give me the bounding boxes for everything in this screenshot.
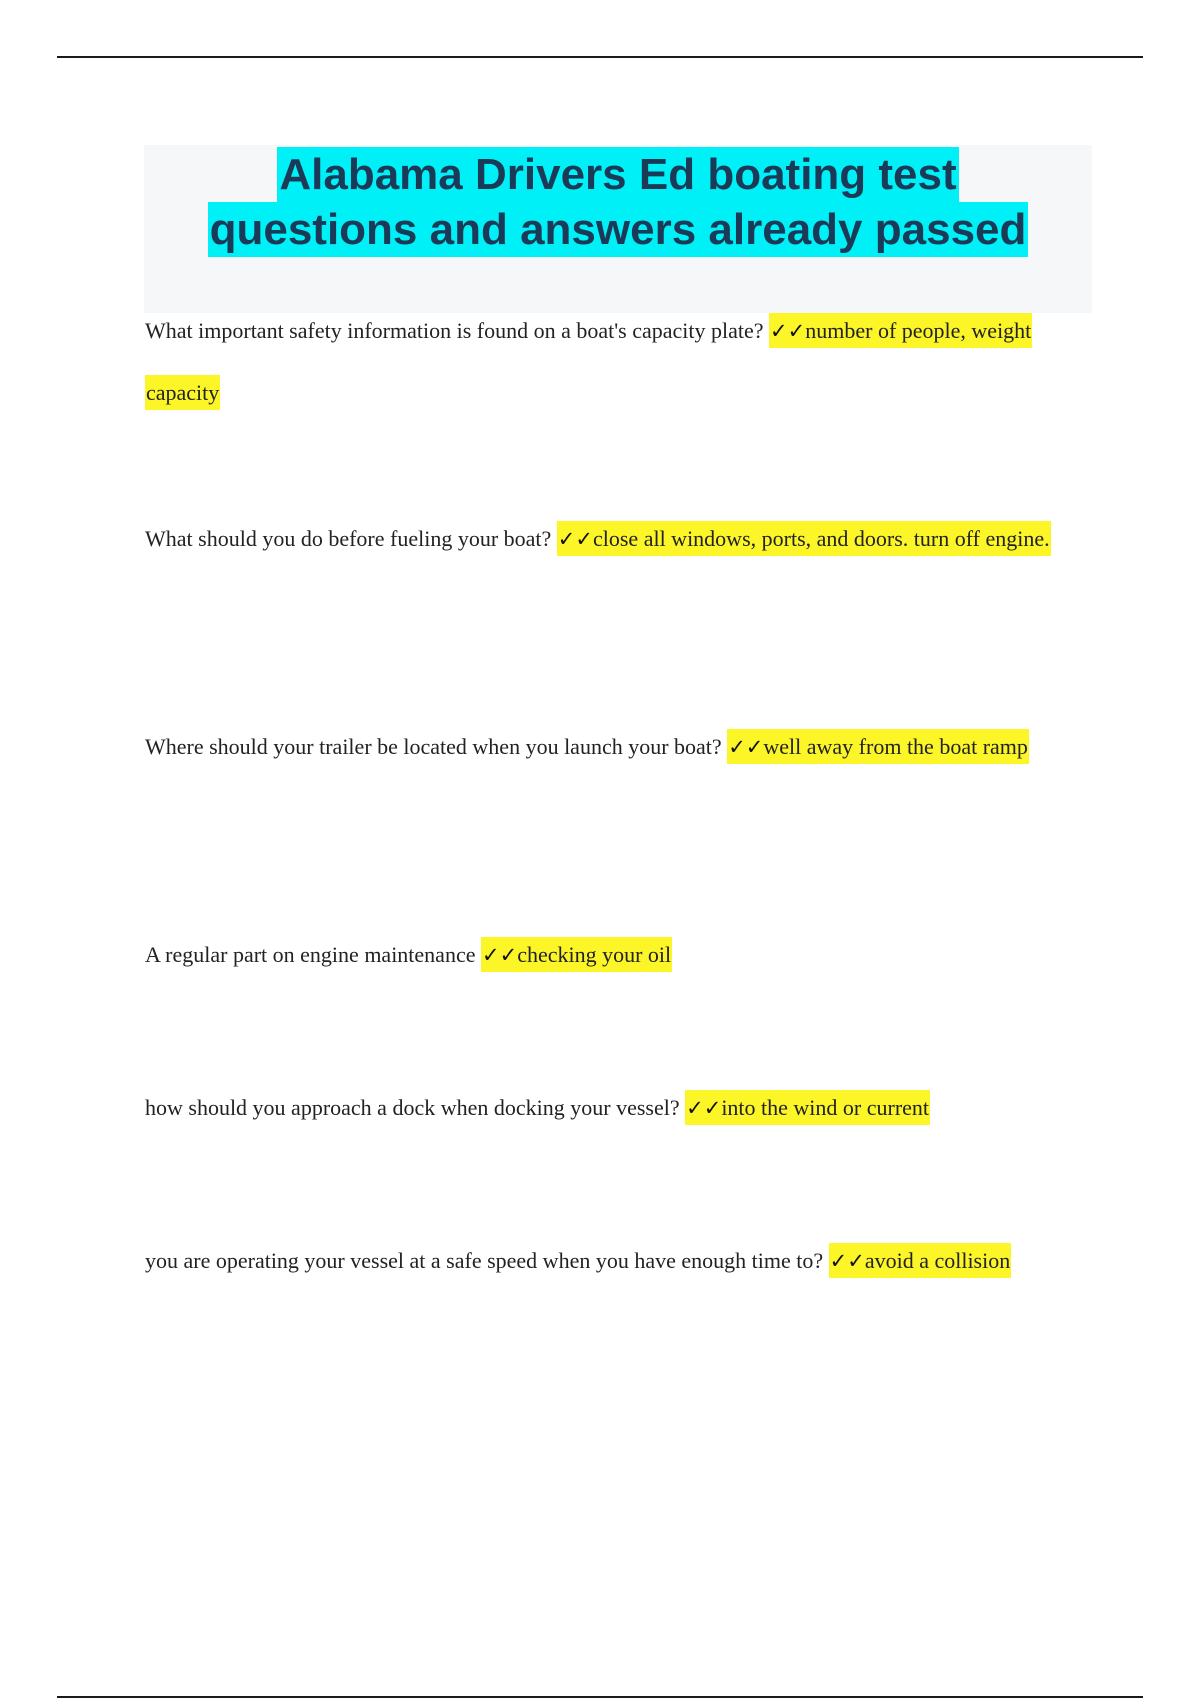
answer-text: number of people, weight capacity	[146, 318, 1032, 405]
question-text: Where should your trailer be located when you launch your boat?	[145, 734, 722, 759]
question-text: you are operating your vessel at a safe speed when you have enough time to?	[145, 1248, 824, 1273]
title-line-1: Alabama Drivers Ed boating test	[277, 147, 958, 202]
question-text: A regular part on engine maintenance	[145, 942, 476, 967]
title-block	[144, 145, 1092, 313]
answer-highlight	[481, 937, 672, 972]
qa-item	[145, 924, 1085, 986]
answer-text: close all windows, ports, and doors. turn off engine.	[592, 526, 1050, 551]
question-text: What important safety information is found on a boat's capacity plate?	[145, 318, 764, 343]
qa-item	[145, 716, 1085, 778]
check-mark-icon: ✓✓	[481, 943, 518, 967]
check-mark-icon: ✓✓	[770, 319, 806, 343]
answer-highlight	[685, 1090, 930, 1125]
page-title	[144, 145, 1092, 257]
qa-item	[145, 508, 1085, 570]
question-text: What should you do before fueling your boat?	[145, 526, 552, 551]
check-mark-icon: ✓✓	[829, 1249, 865, 1273]
check-mark-icon: ✓✓	[728, 735, 764, 759]
title-line-2: questions and answers already passed	[208, 202, 1029, 257]
answer-highlight	[557, 521, 1051, 556]
top-rule	[57, 56, 1143, 58]
answer-text: well away from the boat ramp	[763, 734, 1028, 759]
check-mark-icon: ✓✓	[686, 1096, 722, 1120]
check-mark-icon: ✓✓	[557, 527, 593, 551]
qa-item	[145, 300, 1085, 423]
question-text: how should you approach a dock when docking your vessel?	[145, 1095, 680, 1120]
answer-text: checking your oil	[517, 942, 672, 967]
qa-item	[145, 1077, 1085, 1139]
qa-item	[145, 1230, 1085, 1292]
answer-highlight	[727, 729, 1029, 764]
answer-text: avoid a collision	[864, 1248, 1011, 1273]
answer-text: into the wind or current	[721, 1095, 930, 1120]
answer-highlight	[829, 1243, 1012, 1278]
bottom-rule	[57, 1696, 1143, 1698]
